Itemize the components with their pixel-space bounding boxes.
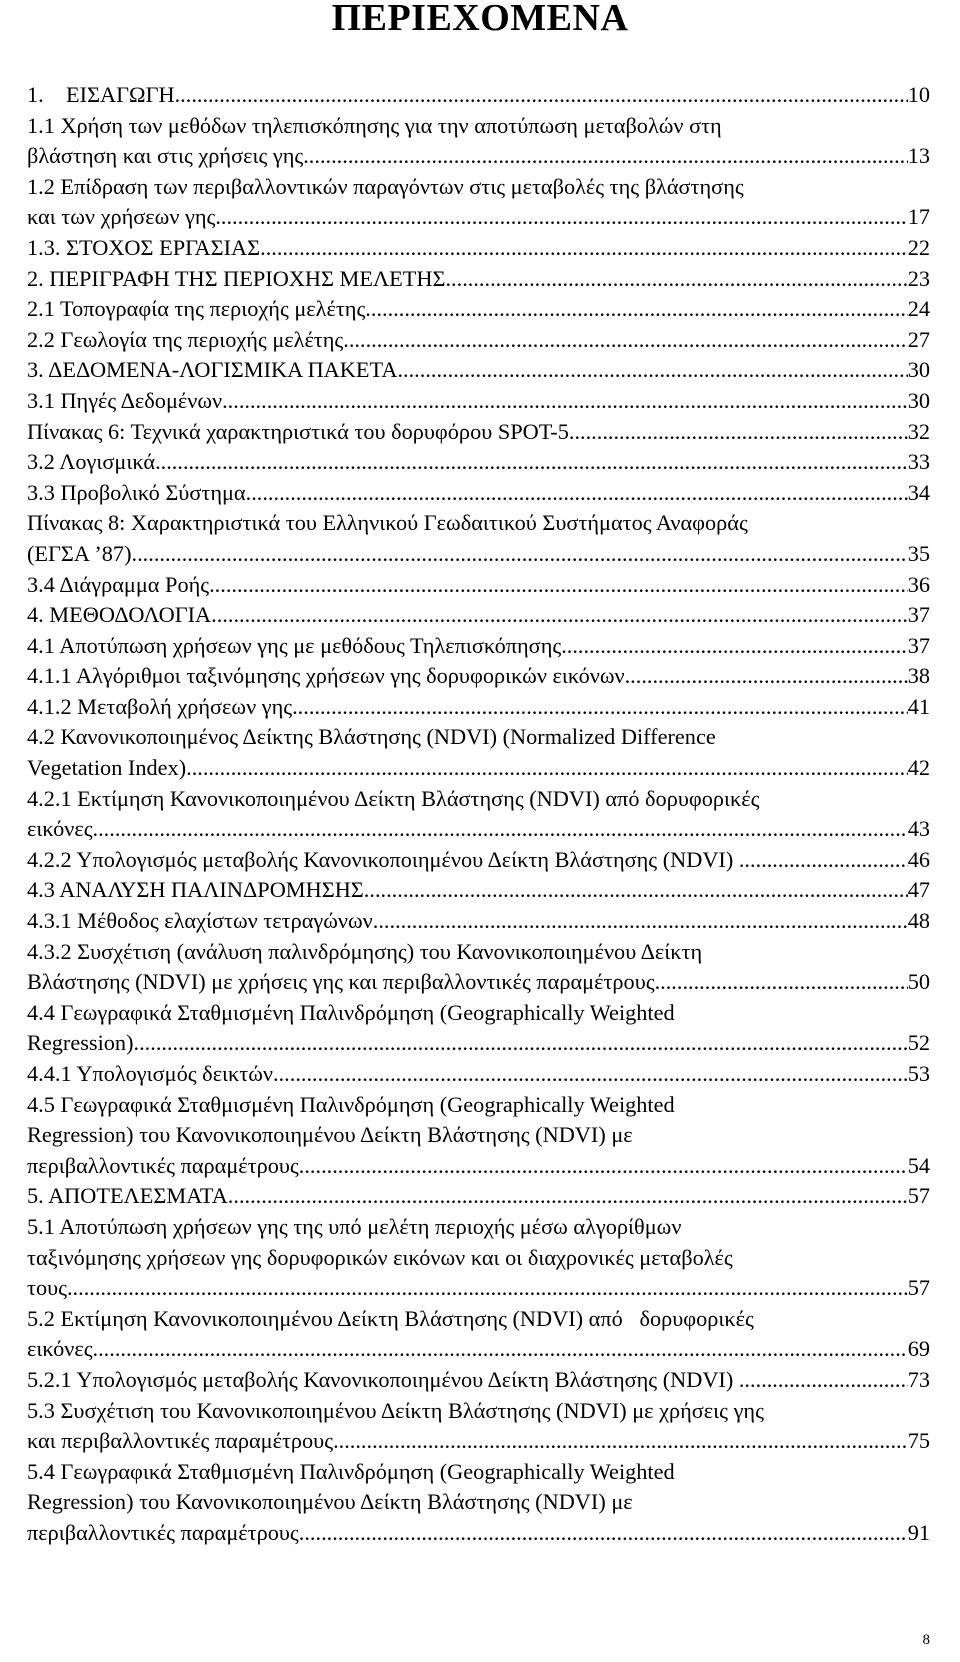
toc-entry[interactable] xyxy=(27,937,930,998)
toc-entry-text: 1. ΕΙΣΑΓΩΓΗ xyxy=(27,82,175,107)
toc-entry-text-line: 4.3.2 Συσχέτιση (ανάλυση παλινδρόμησης) του Κανονικοποιημένου Δείκτη xyxy=(27,938,703,964)
toc-entry[interactable] xyxy=(27,722,930,783)
toc-entry-text: 3.2 Λογισμικά xyxy=(27,449,156,475)
toc-entry-text-line: 5.3 Συσχέτιση του Κανονικοποιημένου Δείκτη Βλάστησης (NDVI) με χρήσεις γης xyxy=(27,1397,764,1423)
toc-page-number: 47 xyxy=(907,877,930,903)
toc-entry[interactable] xyxy=(27,111,930,172)
dot-leader xyxy=(561,631,908,662)
toc-entry-last-line xyxy=(27,692,930,723)
toc-entry[interactable] xyxy=(27,1090,930,1182)
toc-page-number: 30 xyxy=(907,387,930,413)
toc-entry-last-line xyxy=(27,1365,930,1396)
toc-entry[interactable] xyxy=(27,875,930,906)
dot-leader xyxy=(292,692,908,723)
toc-entry[interactable] xyxy=(27,998,930,1059)
toc-entry-text: τους xyxy=(27,1275,67,1301)
toc-entry-text: 1.3. ΣΤΟΧΟΣ ΕΡΓΑΣΙΑΣ xyxy=(27,234,261,260)
toc-entry-last-line xyxy=(27,906,930,937)
dot-leader xyxy=(246,478,908,509)
toc-page-number: 30 xyxy=(907,357,930,383)
toc-entry-text: 5. ΑΠΟΤΕΛΕΣΜΑΤΑ xyxy=(27,1183,228,1209)
dot-leader xyxy=(445,264,907,295)
dot-leader xyxy=(303,141,907,172)
toc-entry-text: περιβαλλοντικές παραμέτρους. xyxy=(27,1519,305,1545)
toc-page-number: 37 xyxy=(907,632,930,658)
dot-leader xyxy=(397,355,907,386)
dot-leader xyxy=(273,1059,908,1090)
toc-entry[interactable] xyxy=(27,600,930,631)
toc-entry-text-line: 1.2 Επίδραση των περιβαλλοντικών παραγόντων στις μεταβολές της βλάστησης xyxy=(27,173,744,199)
toc-entry-last-line xyxy=(27,417,930,448)
toc-entry-last-line xyxy=(27,539,930,570)
toc-entry-last-line xyxy=(27,202,930,233)
toc-entry-text-line: Regression) του Κανονικοποιημένου Δείκτη Βλάστησης (NDVI) με xyxy=(27,1489,633,1515)
toc-entry-last-line xyxy=(27,967,930,998)
toc-entry-text: 5.2.1 Υπολογισμός μεταβολής Κανονικοποιημένου Δείκτη Βλάστησης (NDVI) . xyxy=(27,1366,745,1392)
dot-leader xyxy=(221,202,908,233)
dot-leader xyxy=(299,1151,908,1182)
toc-entry-text: Βλάστησης (NDVI) με χρήσεις γης και περιβαλλοντικές παραμέτρους xyxy=(27,969,655,995)
toc-entry-last-line xyxy=(27,1181,930,1212)
dot-leader xyxy=(365,294,907,325)
toc-entry-last-line xyxy=(27,1273,930,1304)
toc-entry-text-line: 1.1 Χρήση των μεθόδων τηλεπισκόπησης για την αποτύπωση μεταβολών στη xyxy=(27,112,722,138)
dot-leader xyxy=(625,661,908,692)
toc-entry-last-line xyxy=(27,1151,930,1182)
toc-entry-text: 4.1.1 Αλγόριθμοι ταξινόμησης χρήσεων γης δορυφορικών εικόνων xyxy=(27,663,625,689)
toc-page-number: 10 xyxy=(907,82,930,107)
toc-entry-last-line xyxy=(27,1426,930,1457)
toc-page-number: 23 xyxy=(907,265,930,291)
toc-entry-last-line xyxy=(27,631,930,662)
toc-entry-last-line xyxy=(27,386,930,417)
toc-page-number: 42 xyxy=(907,755,930,781)
toc-entry-text: Πίνακας 6: Τεχνικά χαρακτηριστικά του δορυφόρου SPOT-5 xyxy=(27,418,569,444)
toc-entry-text: περιβαλλοντικές παραμέτρους xyxy=(27,1152,299,1178)
toc-page-number: 41 xyxy=(907,693,930,719)
toc-page-number: 54 xyxy=(907,1152,930,1178)
toc-entry-text: 4.3 ΑΝΑΛΥΣΗ ΠΑΛΙΝΔΡΟΜΗΣΗΣ xyxy=(27,877,364,903)
toc-entry-last-line xyxy=(27,141,930,172)
dot-leader xyxy=(222,386,908,417)
toc-page-number: 53 xyxy=(907,1061,930,1086)
dot-leader xyxy=(98,1334,908,1365)
toc-entry-last-line xyxy=(27,1059,930,1090)
toc-entry-text: 4.1.2 Μεταβολή χρήσεων γης xyxy=(27,693,293,719)
toc-entry-text: 3.3 Προβολικό Σύστημα xyxy=(27,479,246,505)
toc-entry-last-line xyxy=(27,845,930,876)
toc-entry-last-line xyxy=(27,753,930,784)
toc-entry-text: 3. ΔΕΔΟΜΕΝΑ-ΛΟΓΙΣΜΙΚΑ ΠΑΚΕΤΑ xyxy=(27,357,398,383)
toc-page-number: 48 xyxy=(907,908,930,934)
toc-entry-text: και περιβαλλοντικές παραμέτρους xyxy=(27,1428,334,1454)
toc-entry[interactable] xyxy=(27,1212,930,1304)
toc-entry[interactable] xyxy=(27,845,930,876)
toc-entry[interactable] xyxy=(27,1181,930,1212)
toc-entry[interactable] xyxy=(27,325,930,356)
toc-entry[interactable] xyxy=(27,417,930,448)
dot-leader xyxy=(373,906,908,937)
toc-entry[interactable] xyxy=(27,233,930,264)
toc-page-number: 35 xyxy=(907,540,930,566)
toc-page-number: 73 xyxy=(907,1366,930,1392)
dot-leader xyxy=(260,233,908,264)
toc-entry[interactable] xyxy=(27,508,930,569)
toc-entry-text: εικόνες xyxy=(27,816,93,842)
toc-page-number: 57 xyxy=(907,1275,930,1301)
toc-entry-text: εικόνες. xyxy=(27,1336,99,1362)
toc-entry[interactable] xyxy=(27,692,930,723)
dot-leader xyxy=(186,753,908,784)
toc-entry-last-line xyxy=(27,1518,930,1549)
toc-page-number: 17 xyxy=(907,204,930,230)
toc-entry-text: (ΕΓΣΑ ’87). xyxy=(27,540,138,566)
toc-page-number: 36 xyxy=(907,571,930,597)
toc-entry-last-line xyxy=(27,355,930,386)
toc-entry-text-line: 5.4 Γεωγραφικά Σταθμισμένη Παλινδρόμηση (Geographically Weighted xyxy=(27,1458,675,1484)
toc-entry-text: 2. ΠΕΡΙΓΡΑΦΗ ΤΗΣ ΠΕΡΙΟΧΗΣ ΜΕΛΕΤΗΣ xyxy=(27,265,446,291)
toc-page-number: 37 xyxy=(907,602,930,628)
toc-page-number: 13 xyxy=(907,143,930,169)
dot-leader xyxy=(304,1518,907,1549)
toc-page-number: 27 xyxy=(907,326,930,352)
toc-page-number: 57 xyxy=(907,1183,930,1209)
toc-entry-text: 4.2.2 Υπολογισμός μεταβολής Κανονικοποιημένου Δείκτη Βλάστησης (NDVI) . xyxy=(27,846,745,872)
toc-entry[interactable] xyxy=(27,906,930,937)
toc-entry[interactable] xyxy=(27,478,930,509)
table-of-contents xyxy=(27,80,930,1549)
toc-entry-text: 3.1 Πηγές Δεδομένων xyxy=(27,387,223,413)
toc-entry-text-line: 4.2.1 Εκτίμηση Κανονικοποιημένου Δείκτη Βλάστησης (NDVI) από δορυφορικές xyxy=(27,785,760,811)
toc-entry[interactable] xyxy=(27,355,930,386)
toc-entry-text-line: Πίνακας 8: Χαρακτηριστικά του Ελληνικού Γεωδαιτικού Συστήματος Αναφοράς xyxy=(27,510,748,536)
toc-entry[interactable] xyxy=(27,661,930,692)
toc-entry[interactable] xyxy=(27,1457,930,1549)
toc-page-number: 69 xyxy=(907,1336,930,1362)
dot-leader xyxy=(211,600,908,631)
toc-entry-last-line xyxy=(27,814,930,845)
toc-entry[interactable] xyxy=(27,631,930,662)
dot-leader xyxy=(333,1426,908,1457)
toc-entry-last-line xyxy=(27,233,930,264)
toc-entry-last-line xyxy=(27,661,930,692)
toc-entry-text: 4.4.1 Υπολογισμός δεικτών xyxy=(27,1061,274,1086)
toc-entry-text-line: 5.1 Αποτύπωση χρήσεων γης της υπό μελέτη περιοχής μέσω αλγορίθμων xyxy=(27,1213,682,1239)
dot-leader xyxy=(744,1365,907,1396)
toc-page-number: 43 xyxy=(907,816,930,842)
toc-entry-last-line xyxy=(27,1028,930,1059)
toc-entry-text: και των χρήσεων γης. xyxy=(27,204,221,230)
toc-entry-last-line xyxy=(27,478,930,509)
toc-page-number: 50 xyxy=(907,969,930,995)
toc-page-number: 33 xyxy=(907,449,930,475)
toc-entry[interactable] xyxy=(27,1059,930,1090)
toc-entry[interactable] xyxy=(27,570,930,601)
toc-page-number: 34 xyxy=(907,479,930,505)
toc-entry[interactable] xyxy=(27,784,930,845)
dot-leader xyxy=(134,1028,908,1059)
dot-leader xyxy=(744,845,907,876)
toc-entry-text-line: 4.5 Γεωγραφικά Σταθμισμένη Παλινδρόμηση (Geographically Weighted xyxy=(27,1091,675,1117)
dot-leader xyxy=(569,417,908,448)
toc-entry-text: 4.1 Αποτύπωση χρήσεων γης με μεθόδους Τηλεπισκόπησης xyxy=(27,632,562,658)
dot-leader xyxy=(155,447,908,478)
toc-entry[interactable] xyxy=(27,1365,930,1396)
toc-entry-text: Regression) xyxy=(27,1030,134,1056)
toc-entry-last-line xyxy=(27,264,930,295)
dot-leader xyxy=(209,570,908,601)
toc-entry-text: 4.3.1 Μέθοδος ελαχίστων τετραγώνων xyxy=(27,908,373,934)
toc-page-number: 46 xyxy=(907,846,930,872)
toc-entry[interactable] xyxy=(27,80,930,111)
toc-page-number: 75 xyxy=(907,1428,930,1454)
toc-page-number: 24 xyxy=(907,296,930,322)
toc-entry-text-line: ταξινόμησης χρήσεων γης δορυφορικών εικόνων και οι διαχρονικές μεταβολές xyxy=(27,1244,733,1270)
page-number: 8 xyxy=(922,1632,930,1648)
toc-entry[interactable] xyxy=(27,264,930,295)
toc-entry-text: 2.1 Τοπογραφία της περιοχής μελέτης xyxy=(27,296,366,322)
toc-page-number: 32 xyxy=(907,418,930,444)
toc-entry-text: βλάστηση και στις χρήσεις γης xyxy=(27,143,304,169)
toc-page-number: 52 xyxy=(907,1030,930,1056)
toc-entry[interactable] xyxy=(27,172,930,233)
toc-entry-text: 2.2 Γεωλογία της περιοχής μελέτης xyxy=(27,326,344,352)
toc-entry-last-line xyxy=(27,447,930,478)
dot-leader xyxy=(137,539,908,570)
dot-leader xyxy=(93,814,908,845)
dot-leader xyxy=(364,875,908,906)
toc-entry[interactable] xyxy=(27,294,930,325)
toc-entry[interactable] xyxy=(27,386,930,417)
toc-entry-last-line xyxy=(27,570,930,601)
toc-entry[interactable] xyxy=(27,1396,930,1457)
toc-entry-text-line: 4.4 Γεωγραφικά Σταθμισμένη Παλινδρόμηση (Geographically Weighted xyxy=(27,999,675,1025)
dot-leader xyxy=(175,80,908,111)
toc-entry-text-line: 4.2 Κανονικοποιημένος Δείκτης Βλάστησης (NDVI) (Normalized Difference xyxy=(27,724,716,750)
toc-entry-text-line: Regression) του Κανονικοποιημένου Δείκτη Βλάστησης (NDVI) με xyxy=(27,1122,633,1148)
toc-entry-last-line xyxy=(27,294,930,325)
page-title: ΠΕΡΙΕΧΟΜΕΝΑ xyxy=(331,0,629,39)
toc-page-number: 91 xyxy=(907,1519,930,1545)
dot-leader xyxy=(343,325,907,356)
dot-leader xyxy=(655,967,908,998)
toc-entry-last-line xyxy=(27,600,930,631)
toc-page-number: 22 xyxy=(907,234,930,260)
toc-entry-last-line xyxy=(27,80,930,111)
toc-entry-last-line xyxy=(27,325,930,356)
toc-entry-text-line: 5.2 Εκτίμηση Κανονικοποιημένου Δείκτη Βλάστησης (NDVI) από δορυφορικές xyxy=(27,1305,754,1331)
toc-entry-text: 4. ΜΕΘΟΔΟΛΟΓΙΑ xyxy=(27,602,212,628)
toc-entry[interactable] xyxy=(27,447,930,478)
toc-entry-last-line xyxy=(27,875,930,906)
dot-leader xyxy=(228,1181,908,1212)
toc-entry[interactable] xyxy=(27,1304,930,1365)
toc-page-number: 38 xyxy=(907,663,930,689)
toc-entry-text: 3.4 Διάγραμμα Ροής xyxy=(27,571,210,597)
dot-leader xyxy=(67,1273,908,1304)
toc-entry-text: Vegetation Index) xyxy=(27,755,187,781)
toc-entry-last-line xyxy=(27,1334,930,1365)
